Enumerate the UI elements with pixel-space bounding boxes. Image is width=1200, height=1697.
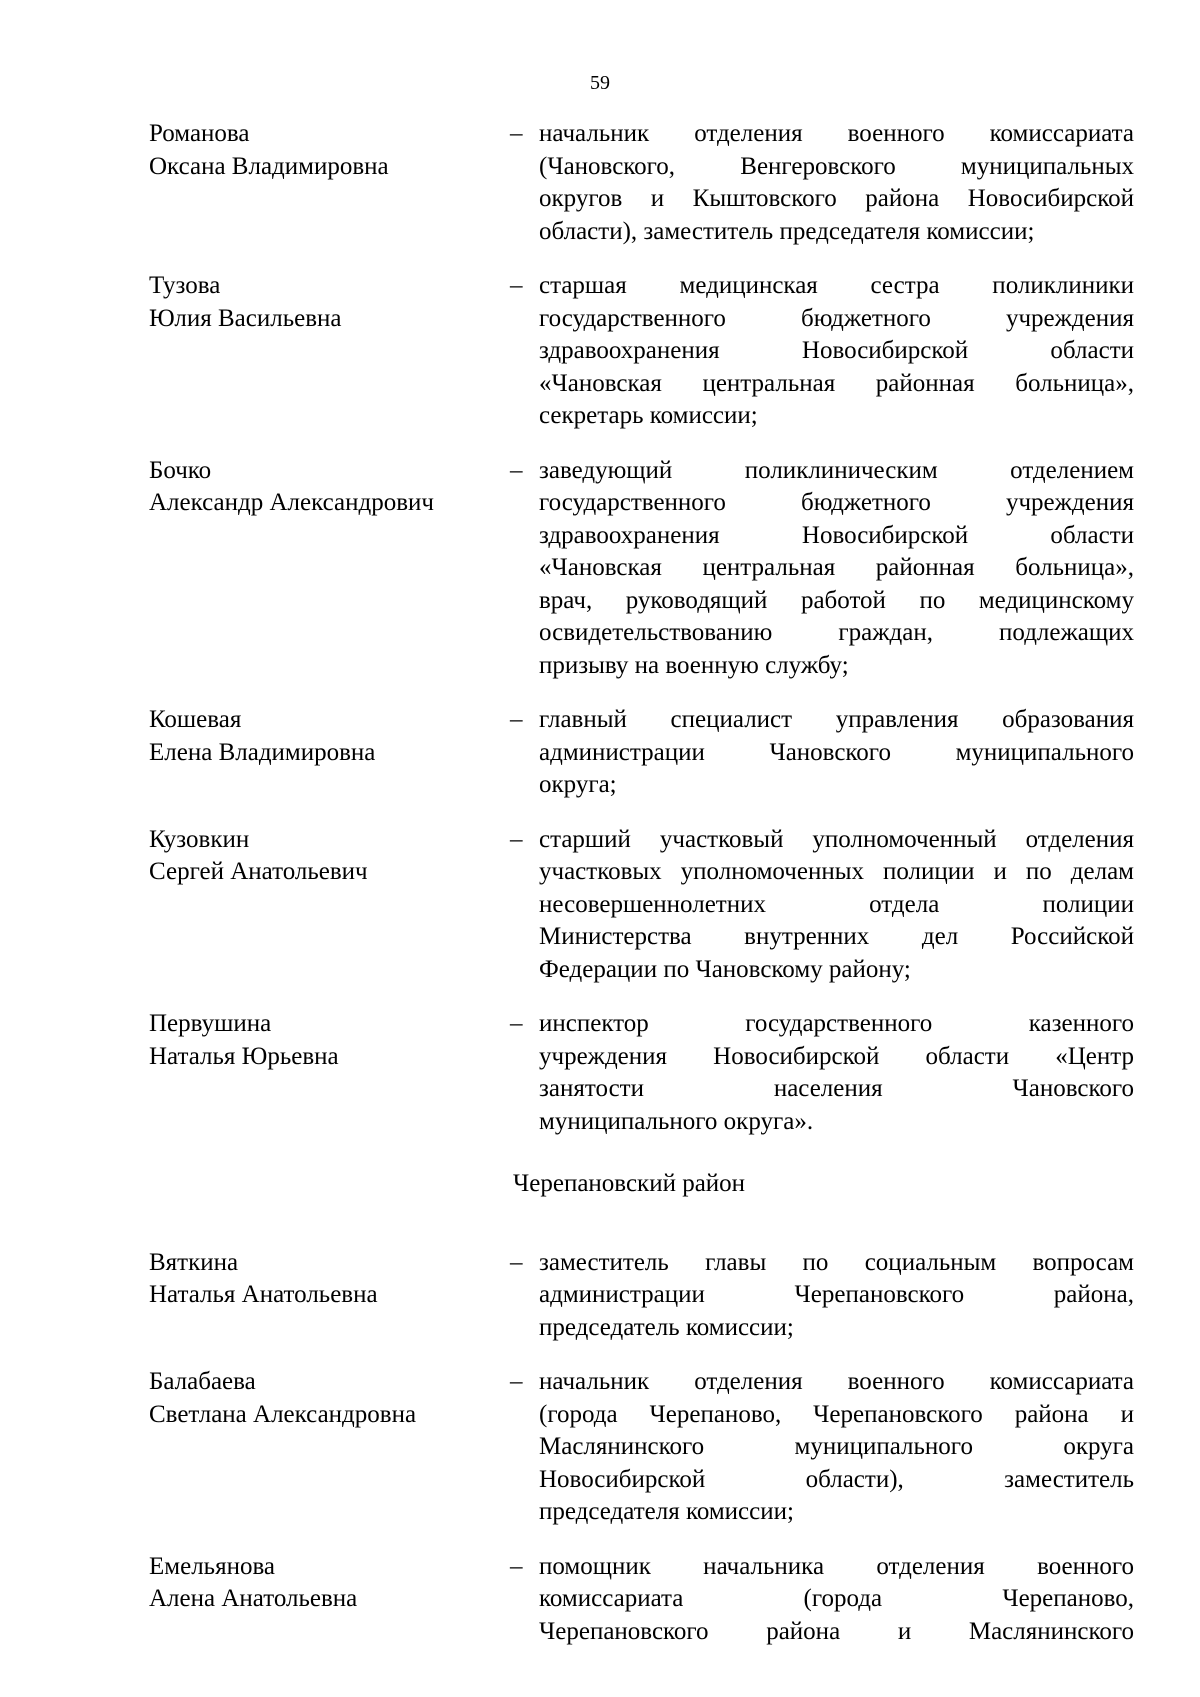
member-surname: Бочко — [149, 456, 212, 484]
dash-separator: – — [510, 120, 523, 147]
dash-separator: – — [510, 1552, 523, 1580]
member-surname: Романова — [149, 120, 250, 147]
position-line: освидетельствованию граждан, подлежащих — [539, 619, 1134, 646]
member-position — [539, 824, 1134, 987]
member-surname: Тузова — [149, 272, 221, 299]
position-line: (города Черепаново, Черепановского района и — [539, 1400, 1134, 1428]
dash-separator: – — [510, 272, 523, 299]
position-line: старший участковый уполномоченный отделения — [539, 825, 1134, 853]
member-entry — [149, 824, 1146, 987]
member-position — [539, 455, 1134, 683]
position-line: Новосибирской области), заместитель — [539, 1465, 1134, 1493]
member-given-names: Алена Анатольевна — [149, 1585, 358, 1612]
position-line: Маслянинского муниципального округа — [539, 1433, 1134, 1460]
member-given-names: Наталья Анатольевна — [149, 1281, 378, 1308]
member-given-names: Юлия Васильевна — [149, 304, 342, 332]
member-name — [149, 824, 510, 889]
position-line: здравоохранения Новосибирской области — [539, 521, 1134, 549]
member-surname: Балабаева — [149, 1368, 256, 1395]
member-entry — [149, 455, 1146, 683]
position-line: Федерации по Чановскому району; — [539, 955, 911, 983]
position-line: муниципального округа». — [539, 1107, 814, 1135]
position-line: государственного бюджетного учреждения — [539, 304, 1134, 332]
position-line: администрации Чановского муниципального — [539, 738, 1134, 766]
position-line: учреждения Новосибирской области «Центр — [539, 1042, 1134, 1070]
position-line: несовершеннолетних отдела полиции — [539, 890, 1134, 918]
position-line: помощник начальника отделения военного — [539, 1552, 1134, 1580]
member-name — [149, 1247, 510, 1312]
member-surname: Первушина — [149, 1010, 272, 1037]
position-line: государственного бюджетного учреждения — [539, 489, 1134, 516]
position-line: старшая медицинская сестра поликлиники — [539, 272, 1134, 299]
position-line: Министерства внутренних дел Российской — [539, 923, 1134, 950]
member-name — [149, 1366, 510, 1431]
position-line: председателя комиссии; — [539, 1498, 794, 1525]
member-position — [539, 1551, 1134, 1649]
member-surname: Емельянова — [149, 1552, 276, 1580]
member-name — [149, 270, 510, 335]
member-entry — [149, 1008, 1146, 1138]
member-given-names: Наталья Юрьевна — [149, 1042, 339, 1070]
position-line: начальник отделения военного комиссариата — [539, 1368, 1134, 1395]
member-name — [149, 455, 510, 520]
position-line: Черепановского района и Маслянинского — [539, 1617, 1134, 1645]
member-entry — [149, 270, 1146, 433]
member-position — [539, 1366, 1134, 1529]
member-group-cherepanovsky — [149, 1247, 1146, 1649]
position-line: председатель комиссии; — [539, 1313, 794, 1341]
position-line: «Чановская центральная районная больница», — [539, 369, 1134, 397]
member-name — [149, 118, 510, 183]
member-given-names: Елена Владимировна — [149, 738, 376, 766]
member-position — [539, 1247, 1134, 1345]
position-line: участковых уполномоченных полиции и по делам — [539, 858, 1134, 885]
dash-separator: – — [510, 456, 523, 484]
dash-separator: – — [510, 1248, 523, 1276]
position-line: главный специалист управления образования — [539, 706, 1134, 733]
position-line: администрации Черепановского района, — [539, 1281, 1134, 1308]
position-line: инспектор государственного казенного — [539, 1010, 1134, 1037]
member-entry — [149, 1551, 1146, 1649]
position-line: заместитель главы по социальным вопросам — [539, 1248, 1134, 1276]
dash-separator: – — [510, 1010, 523, 1037]
position-line: «Чановская центральная районная больница», — [539, 554, 1134, 581]
position-line: здравоохранения Новосибирской области — [539, 337, 1134, 364]
position-line: секретарь комиссии; — [539, 402, 758, 429]
member-given-names: Светлана Александровна — [149, 1400, 417, 1428]
member-entry — [149, 118, 1146, 248]
member-name — [149, 704, 510, 769]
member-entry — [149, 1247, 1146, 1345]
page-number: 59 — [590, 72, 610, 94]
member-given-names: Александр Александрович — [149, 489, 434, 516]
position-line: врач, руководящий работой по медицинскому — [539, 586, 1134, 614]
dash-separator: – — [510, 825, 523, 853]
member-group-chanovsky — [149, 118, 1146, 1138]
dash-separator: – — [510, 1368, 523, 1395]
position-line: комиссариата (города Черепаново, — [539, 1585, 1134, 1612]
dash-separator: – — [510, 706, 523, 733]
member-name — [149, 1551, 510, 1616]
member-entry — [149, 704, 1146, 802]
member-position — [539, 118, 1134, 248]
position-line: округов и Кыштовского района Новосибирской — [539, 185, 1134, 212]
position-line: призыву на военную службу; — [539, 651, 849, 679]
member-given-names: Оксана Владимировна — [149, 152, 389, 180]
member-name — [149, 1008, 510, 1073]
member-position — [539, 1008, 1134, 1138]
commission-member-list — [149, 118, 1146, 1670]
member-position — [539, 704, 1134, 802]
position-line: (Чановского, Венгеровского муниципальных — [539, 152, 1134, 180]
position-line: области), заместитель председателя комиссии; — [539, 217, 1035, 245]
position-line: начальник отделения военного комиссариата — [539, 120, 1134, 147]
section-title: Черепановский район — [513, 1170, 746, 1197]
member-entry — [149, 1366, 1146, 1529]
member-surname: Кузовкин — [149, 825, 250, 853]
position-line: округа; — [539, 771, 617, 798]
position-line: заведующий поликлиническим отделением — [539, 456, 1134, 484]
member-position — [539, 270, 1134, 433]
position-line: занятости населения Чановского — [539, 1075, 1134, 1102]
member-given-names: Сергей Анатольевич — [149, 858, 368, 885]
member-surname: Кошевая — [149, 706, 242, 733]
member-surname: Вяткина — [149, 1248, 239, 1276]
